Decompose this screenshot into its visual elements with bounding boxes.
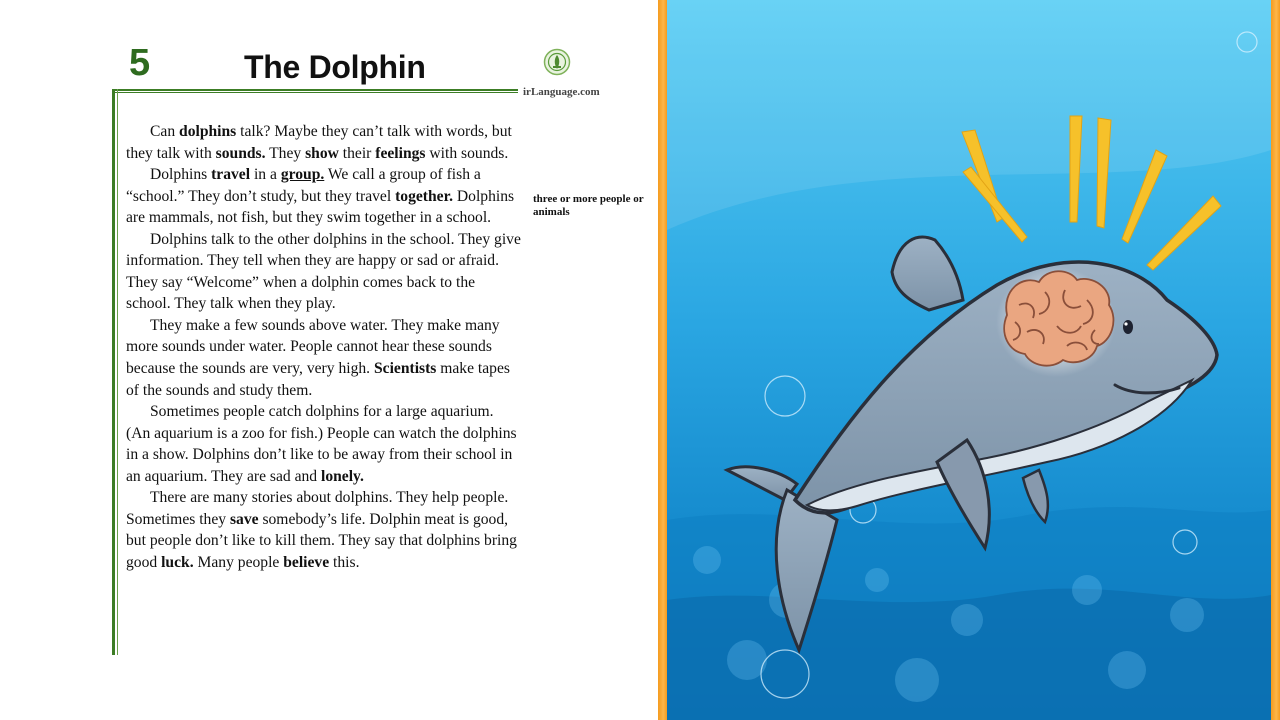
vocab-word: save	[229, 510, 259, 528]
site-name: irLanguage.com	[523, 86, 600, 98]
text-run: their	[338, 144, 376, 162]
vocab-word: sounds.	[215, 144, 266, 162]
margin-rule	[112, 89, 118, 655]
vocab-word: travel	[211, 166, 251, 184]
vocab-word: dolphins	[179, 123, 237, 140]
text-run: There are many stories about dolphins. They help people. Sometimes they	[126, 489, 509, 528]
reading-passage	[126, 121, 521, 573]
paragraph	[126, 121, 521, 164]
paragraph	[126, 487, 521, 573]
vocab-word: luck.	[161, 553, 194, 571]
text-run: We call a group of fish a “school.” They don’t study, but they travel	[126, 166, 481, 205]
title-rule	[115, 89, 518, 93]
right-frame	[1271, 0, 1280, 720]
vocab-word: believe	[283, 553, 330, 571]
text-run: talk? Maybe they can’t talk with words, but they talk with	[126, 123, 512, 162]
paragraph	[126, 315, 521, 401]
text-run: Dolphins are mammals, not fish, but they swim together in a school.	[126, 187, 515, 227]
text-run: Can	[150, 123, 180, 140]
vocab-word: feelings	[375, 144, 426, 162]
vocab-word: lonely.	[321, 467, 364, 485]
glossed-word: group.	[280, 166, 325, 184]
text-run: Sometimes people catch dolphins for a large aquarium. (An aquarium is a zoo for fish.) People can watch the dolphins in a show. Dolphins don’t like to be away from their school in an aquarium. They are sad and	[126, 403, 517, 485]
vocab-word: show	[305, 144, 339, 162]
text-run: in a	[250, 166, 281, 184]
paragraph	[126, 229, 521, 315]
site-logo-icon	[543, 48, 571, 76]
lesson-title: The Dolphin	[244, 49, 426, 85]
text-run: Dolphins	[150, 166, 212, 184]
text-run: somebody’s life. Dolphin meat is good, but people don’t like to kill them. They say that dolphins bring good	[126, 510, 517, 571]
text-run: They	[265, 144, 306, 162]
text-run: with sounds.	[425, 144, 509, 162]
paragraph	[126, 401, 521, 487]
glossary-note: three or more people or animals	[533, 193, 644, 218]
text-run: Many people	[193, 553, 284, 571]
text-run: Dolphins talk to the other dolphins in the school. They give information. They tell when they are happy or sad or afraid. They say “Welcome” when a dolphin comes back to the school. They talk when they play.	[126, 230, 521, 313]
text-run: this.	[329, 553, 360, 571]
vocab-word: together.	[395, 187, 453, 205]
text-run: make tapes of the sounds and study them.	[126, 360, 510, 399]
ocean-scene	[667, 0, 1271, 720]
text-run: They make a few sounds above water. They make many more sounds under water. People cannot hear these sounds because the sounds are very, very high.	[126, 316, 500, 378]
page-divider	[658, 0, 667, 720]
vocab-word: Scientists	[373, 360, 437, 378]
lesson-number: 5	[129, 42, 151, 84]
paragraph	[126, 164, 521, 229]
